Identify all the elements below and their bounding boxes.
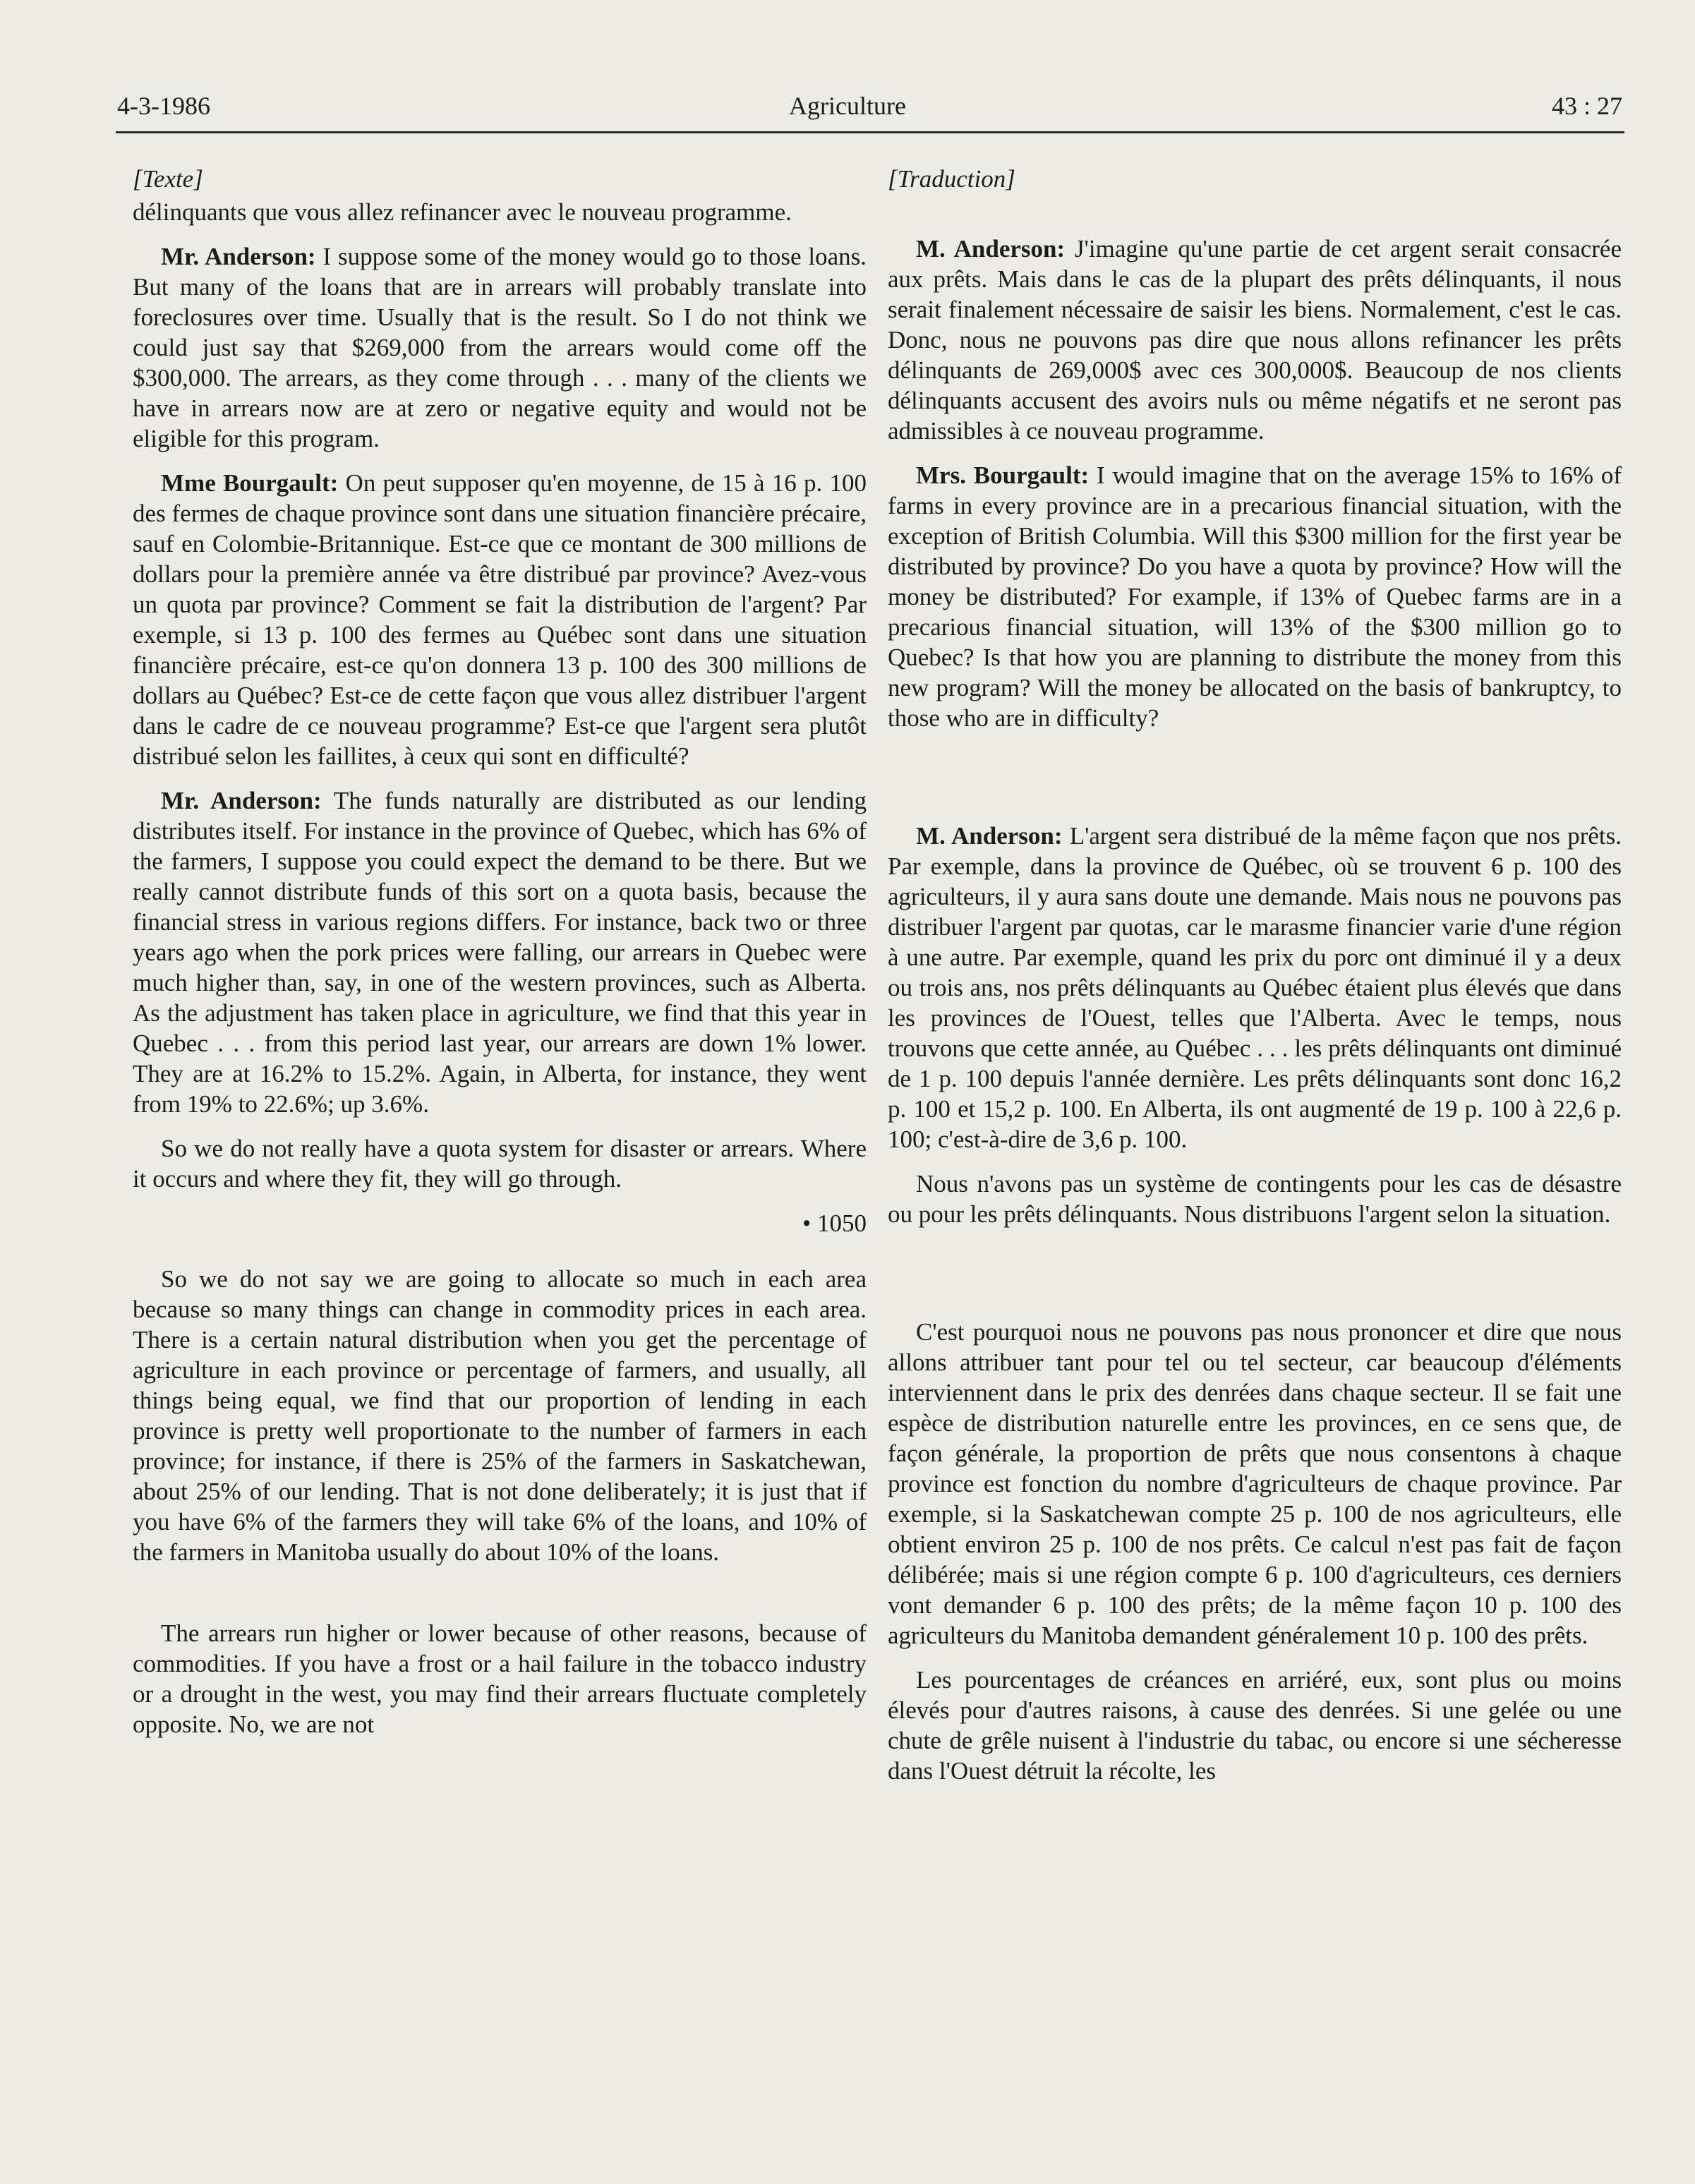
spacer [888, 747, 1622, 821]
language-tag: [Texte] [133, 165, 203, 193]
paragraph [133, 468, 867, 771]
speaker-name: M. Anderson: [916, 235, 1066, 263]
paragraph: Les pourcentages de créances en arriéré, eux, sont plus ou moins élevés pour d'autres raisons, à cause des denrées. Si une gelée ou une chute de grêle nuisent à l'industrie du tabac, ou encore si une sécheresse dans l'Ouest détruit la récolte, les [888, 1666, 1622, 1785]
paragraph [133, 785, 867, 1119]
header-page-number: 43 : 27 [1551, 92, 1622, 120]
time-marker: • 1050 [802, 1209, 867, 1237]
spacer [888, 1243, 1622, 1317]
speaker-name: Mr. Anderson: [161, 787, 322, 814]
speaker-name: Mr. Anderson: [161, 243, 316, 270]
language-tag: [Traduction] [888, 165, 1015, 193]
paragraph [888, 234, 1622, 446]
paragraph: C'est pourquoi nous ne pouvons pas nous prononcer et dire que nous allons attribuer tant pour tel ou tel secteur, car beaucoup d'éléments interviennent dans le prix des denrées dans chaque secteur. Il se fait une espèce de distribution naturelle entre les provinces, en ce sens que, de façon générale, la proportion de prêts que nous consentons à chaque province est fonction du nombre d'agriculteurs de chaque province. Par exemple, si la Saskatchewan compte 25 p. 100 de nos agriculteurs, elle obtient environ 25 p. 100 de nos prêts. Ce calcul n'est pas fait de façon délibérée; mais si une région compte 6 p. 100 d'agriculteurs, ces derniers vont demander 6 p. 100 des prêts; de la même façon 10 p. 100 des agriculteurs du Manitoba demandent généralement 10 p. 100 des prêts. [888, 1318, 1622, 1649]
header-title: Agriculture [789, 92, 906, 120]
paragraph [888, 460, 1622, 733]
header-date: 4-3-1986 [117, 92, 210, 120]
speech-text: I suppose some of the money would go to those loans. But many of the loans that are in arrears will probably translate into foreclosures over time. Usually that is the result. So I do not think we could just say that $269,000 from the arrears would come off the $300,000. The arrears, as they come through . . . many of the clients we have in arrears now are at zero or negative equity and would not be eligible for this program. [133, 243, 867, 452]
header-rule [116, 131, 1624, 133]
paragraph: So we do not really have a quota system for disaster or arrears. Where it occurs and where they fit, they will go through. [133, 1135, 867, 1193]
spacer [888, 197, 1622, 234]
paragraph [133, 241, 867, 454]
paragraph [888, 821, 1622, 1154]
paragraph: The arrears run higher or lower because of other reasons, because of commodities. If you have a frost or a hail failure in the tobacco industry or a drought in the west, you may find their arrears fluctuate completely opposite. No, we are not [133, 1619, 867, 1738]
speaker-name: Mrs. Bourgault: [916, 461, 1090, 489]
spacer [133, 1581, 867, 1618]
speech-text: I would imagine that on the average 15% to 16% of farms in every province are in a precarious financial situation, with the exception of British Columbia. Will this $300 million for the first year be distributed by province? Do you have a quota by province? How will the money be distributed? For example, if 13% of Quebec farms are in a precarious financial situation, will 13% of the $300 million go to Quebec? Is that how you are planning to distribute the money from this new program? Will the money be allocated on the basis of bankruptcy, to those who are in difficulty? [888, 461, 1622, 732]
paragraph: délinquants que vous allez refinancer avec le nouveau programme. [133, 198, 792, 226]
speaker-name: M. Anderson: [916, 822, 1063, 850]
speaker-name: Mme Bourgault: [161, 469, 339, 497]
speech-text: L'argent sera distribué de la même façon que nos prêts. Par exemple, dans la province de Québec, où se trouvent 6 p. 100 des agriculteurs, il y aura sans doute une demande. Mais nous ne pouvons pas distribuer l'argent par quotas, car le marasme financier varie d'une région à une autre. Par exemple, quand les prix du porc ont diminué il y a deux ou trois ans, nos prêts délinquants au Québec étaient plus élevés que dans les provinces de l'Ouest, telles que l'Alberta. Avec le temps, nous trouvons que cette année, au Québec . . . les prêts délinquants ont diminué de 1 p. 100 depuis l'année dernière. Les prêts délinquants sont donc 16,2 p. 100 et 15,2 p. 100. En Alberta, ils ont augmenté de 19 p. 100 à 22,6 p. 100; c'est-à-dire de 3,6 p. 100. [888, 822, 1622, 1153]
left-column [133, 164, 867, 1754]
speech-text: The funds naturally are distributed as our lending distributes itself. For instance in the province of Quebec, which has 6% of the farmers, I suppose you could expect the demand to be there. But we really cannot distribute funds of this sort on a quota basis, because the financial stress in various regions differs. For instance, back two or three years ago when the pork prices were falling, our arrears in Quebec were much higher than, say, in one of the western provinces, such as Alberta. As the adjustment has taken place in agriculture, we find that this year in Quebec . . . from this period last year, our arrears are down 1% lower. They are at 16.2% to 15.2%. Again, in Alberta, for instance, they went from 19% to 22.6%; up 3.6%. [133, 787, 867, 1118]
paragraph: So we do not say we are going to allocate so much in each area because so many things can change in commodity prices in each area. There is a certain natural distribution when you get the percentage of agriculture in each province or percentage of farmers, and usually, all things being equal, we find that our proportion of lending in each province is pretty well proportionate to the number of farmers in each province; for instance, if there is 25% of the farmers in Saskatchewan, about 25% of our lending. That is not done deliberately; it is just that if you have 6% of the farmers they will take 6% of the loans, and 10% of the farmers in Manitoba usually do about 10% of the loans. [133, 1265, 867, 1566]
right-column [888, 164, 1622, 1800]
speech-text: J'imagine qu'une partie de cet argent serait consacrée aux prêts. Mais dans le cas de la plupart des prêts délinquants, il nous serait finalement nécessaire de saisir les biens. Normalement, c'est le cas. Donc, nous ne pouvons pas dire que nous allons refinancer les prêts délinquants de 269,000$ avec ces 300,000$. Beaucoup de nos clients délinquants accusent des avoirs nuls ou même négatifs et ne seront pas admissibles à ce nouveau programme. [888, 235, 1622, 445]
paragraph: Nous n'avons pas un système de contingents pour les cas de désastre ou pour les prêts délinquants. Nous distribuons l'argent selon la situation. [888, 1170, 1622, 1228]
speech-text: On peut supposer qu'en moyenne, de 15 à 16 p. 100 des fermes de chaque province sont dans une situation financière précaire, sauf en Colombie-Britannique. Est-ce que ce montant de 300 millions de dollars pour la première année va être distribué par province? Avez-vous un quota par province? Comment se fait la distribution de l'argent? Par exemple, si 13 p. 100 des fermes au Québec sont dans une situation financière précaire, est-ce qu'on donnera 13 p. 100 des 300 millions de dollars au Québec? Est-ce de cette façon que vous allez distribuer l'argent dans le cadre de ce nouveau programme? Est-ce que l'argent sera plutôt distribué selon les faillites, à ceux qui sont en difficulté? [133, 469, 867, 770]
